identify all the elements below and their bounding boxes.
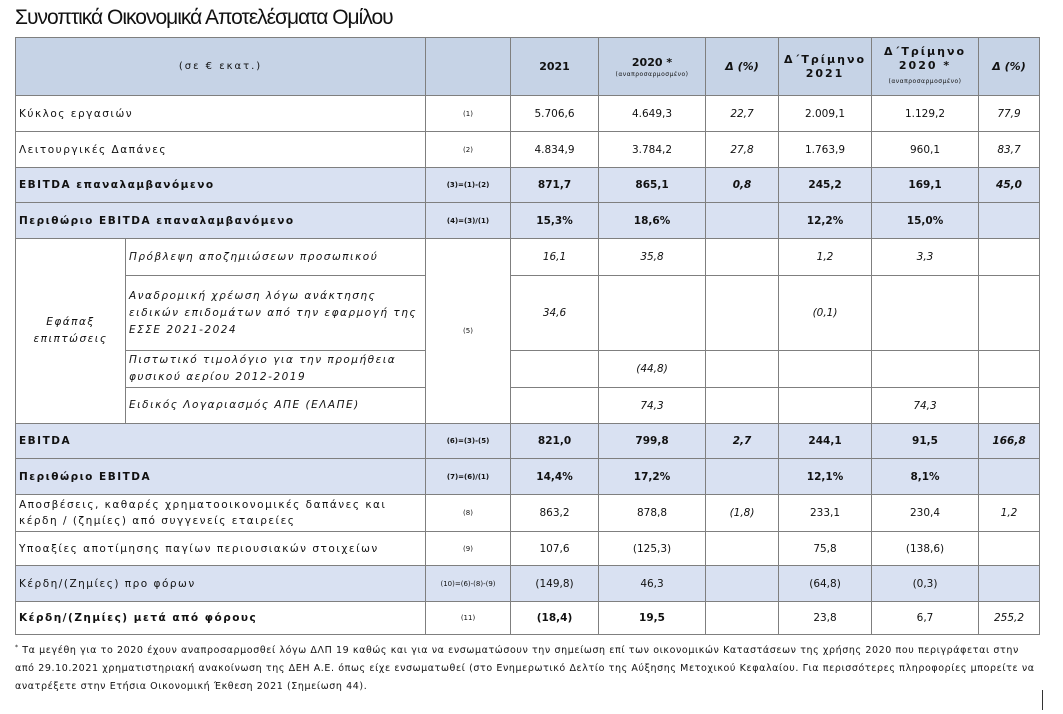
value-delta bbox=[706, 388, 779, 424]
row-label: Λειτουργικές Δαπάνες bbox=[16, 132, 426, 168]
value-2021: 15,3% bbox=[511, 203, 599, 239]
value-delta: 22,7 bbox=[706, 96, 779, 132]
note-header bbox=[426, 38, 511, 96]
value-q2021 bbox=[779, 351, 872, 388]
value-q2021: 233,1 bbox=[779, 495, 872, 532]
value-2020: 35,8 bbox=[599, 239, 706, 276]
row-label: Πρόβλεψη αποζημιώσεων προσωπικού bbox=[126, 239, 426, 276]
value-q2020: 15,0% bbox=[872, 203, 979, 239]
value-delta-q: 83,7 bbox=[979, 132, 1040, 168]
value-2021: (149,8) bbox=[511, 566, 599, 602]
table-row bbox=[16, 532, 1040, 566]
value-q2020: 169,1 bbox=[872, 168, 979, 203]
row-note: (10)=(6)-(8)-(9) bbox=[426, 566, 511, 602]
value-q2021: 23,8 bbox=[779, 602, 872, 635]
value-q2021: 12,2% bbox=[779, 203, 872, 239]
value-q2020: 74,3 bbox=[872, 388, 979, 424]
row-note: (5) bbox=[426, 239, 511, 424]
value-q2020: (0,3) bbox=[872, 566, 979, 602]
header-row bbox=[16, 38, 1040, 96]
value-2020: 3.784,2 bbox=[599, 132, 706, 168]
value-2020: 74,3 bbox=[599, 388, 706, 424]
value-2021: 863,2 bbox=[511, 495, 599, 532]
value-2020: 799,8 bbox=[599, 424, 706, 459]
table-row bbox=[16, 168, 1040, 203]
table-row bbox=[16, 424, 1040, 459]
row-note: (1) bbox=[426, 96, 511, 132]
oneoff-row bbox=[16, 239, 1040, 276]
value-2021: (18,4) bbox=[511, 602, 599, 635]
value-delta-q: 45,0 bbox=[979, 168, 1040, 203]
value-delta bbox=[706, 459, 779, 495]
row-note: (3)=(1)-(2) bbox=[426, 168, 511, 203]
row-note: (6)=(3)-(5) bbox=[426, 424, 511, 459]
footnote-text: Τα μεγέθη για το 2020 έχουν αναπροσαρμοσθεί λόγω ΔΛΠ 19 καθώς και για να ενσωματώσουν την σημείωση επί των οικονομικών Καταστάσεων της χρήσης 2020 που περιγράφεται στην από 29.10.2021 χρηματιστηριακή ανακοίνωση της ΔΕΗ Α.Ε. όπως είχε ενσωματωθεί (στο Ενημερωτικό Δελτίο της Αύξησης Μετοχικού Κεφαλαίου. Για περισσότερες πληροφορίες μπορείτε να ανατρέξετε στην Ετήσια Οικονομική Έκθεση 2021 (Σημείωση 44). bbox=[15, 645, 1035, 693]
value-delta bbox=[706, 276, 779, 351]
value-q2020: 8,1% bbox=[872, 459, 979, 495]
value-q2021: (0,1) bbox=[779, 276, 872, 351]
value-delta-q bbox=[979, 203, 1040, 239]
value-delta-q bbox=[979, 459, 1040, 495]
value-2020: (44,8) bbox=[599, 351, 706, 388]
oneoff-group-label: Εφάπαξ επιπτώσεις bbox=[16, 239, 126, 424]
value-2021: 821,0 bbox=[511, 424, 599, 459]
value-2021 bbox=[511, 351, 599, 388]
row-label: Κέρδη/(Ζημίες) προ φόρων bbox=[16, 566, 426, 602]
value-2020: 18,6% bbox=[599, 203, 706, 239]
value-2021 bbox=[511, 388, 599, 424]
value-q2020 bbox=[872, 351, 979, 388]
row-label: Αποσβέσεις, καθαρές χρηματοοικονομικές δαπάνες και κέρδη / (ζημίες) από συγγενείς εταιρείες bbox=[16, 495, 426, 532]
value-q2021: 2.009,1 bbox=[779, 96, 872, 132]
value-delta: 0,8 bbox=[706, 168, 779, 203]
value-q2020: 1.129,2 bbox=[872, 96, 979, 132]
value-q2020: 6,7 bbox=[872, 602, 979, 635]
value-delta-q bbox=[979, 532, 1040, 566]
value-delta bbox=[706, 602, 779, 635]
value-q2020: (138,6) bbox=[872, 532, 979, 566]
oneoff-row bbox=[16, 388, 1040, 424]
footnote bbox=[15, 639, 1035, 696]
value-delta-q bbox=[979, 388, 1040, 424]
value-2021: 871,7 bbox=[511, 168, 599, 203]
value-q2021: 244,1 bbox=[779, 424, 872, 459]
value-delta: 27,8 bbox=[706, 132, 779, 168]
row-label: Αναδρομική χρέωση λόγω ανάκτησης ειδικών επιδομάτων από την εφαρμογή της ΕΣΣΕ 2021-2024 bbox=[126, 276, 426, 351]
value-q2021: 12,1% bbox=[779, 459, 872, 495]
table-row bbox=[16, 203, 1040, 239]
value-q2021: 245,2 bbox=[779, 168, 872, 203]
value-2021: 14,4% bbox=[511, 459, 599, 495]
value-q2021 bbox=[779, 388, 872, 424]
value-2021: 5.706,6 bbox=[511, 96, 599, 132]
value-2020: 19,5 bbox=[599, 602, 706, 635]
value-delta-q bbox=[979, 239, 1040, 276]
value-2020: 878,8 bbox=[599, 495, 706, 532]
table-row bbox=[16, 495, 1040, 532]
financial-results-table bbox=[15, 37, 1040, 635]
row-label: Περιθώριο EBITDA bbox=[16, 459, 426, 495]
value-q2021: 1,2 bbox=[779, 239, 872, 276]
value-delta-q bbox=[979, 566, 1040, 602]
delta-q-header: Δ (%) bbox=[979, 38, 1040, 96]
value-q2020: 960,1 bbox=[872, 132, 979, 168]
value-2020: 4.649,3 bbox=[599, 96, 706, 132]
value-q2021: 1.763,9 bbox=[779, 132, 872, 168]
value-2020: (125,3) bbox=[599, 532, 706, 566]
col-2021-header: 2021 bbox=[511, 38, 599, 96]
value-2020: 46,3 bbox=[599, 566, 706, 602]
value-delta-q: 166,8 bbox=[979, 424, 1040, 459]
row-label: EBITDA bbox=[16, 424, 426, 459]
oneoff-row bbox=[16, 276, 1040, 351]
row-note: (8) bbox=[426, 495, 511, 532]
value-delta-q: 255,2 bbox=[979, 602, 1040, 635]
value-delta: 2,7 bbox=[706, 424, 779, 459]
row-label: Ειδικός Λογαριασμός ΑΠΕ (ΕΛΑΠΕ) bbox=[126, 388, 426, 424]
table-row bbox=[16, 132, 1040, 168]
table-row bbox=[16, 459, 1040, 495]
row-note: (11) bbox=[426, 602, 511, 635]
unit-header: (σε € εκατ.) bbox=[16, 38, 426, 96]
value-delta-q bbox=[979, 351, 1040, 388]
value-2020: 17,2% bbox=[599, 459, 706, 495]
value-2020 bbox=[599, 276, 706, 351]
table-row bbox=[16, 602, 1040, 635]
value-delta bbox=[706, 203, 779, 239]
value-delta-q: 77,9 bbox=[979, 96, 1040, 132]
row-label: Υποαξίες αποτίμησης παγίων περιουσιακών στοιχείων bbox=[16, 532, 426, 566]
value-delta: (1,8) bbox=[706, 495, 779, 532]
row-label: Πιστωτικό τιμολόγιο για την προμήθεια φυσικού αερίου 2012-2019 bbox=[126, 351, 426, 388]
page-title: Συνοπτικά Οικονομικά Αποτελέσματα Ομίλου bbox=[15, 6, 393, 29]
table-row bbox=[16, 96, 1040, 132]
row-label: Κύκλος εργασιών bbox=[16, 96, 426, 132]
value-2021: 4.834,9 bbox=[511, 132, 599, 168]
col-2020-header: 2020 * (αναπροσαρμοσμένο) bbox=[599, 38, 706, 96]
value-q2020: 230,4 bbox=[872, 495, 979, 532]
row-note: (4)=(3)/(1) bbox=[426, 203, 511, 239]
value-2021: 107,6 bbox=[511, 532, 599, 566]
oneoff-row bbox=[16, 351, 1040, 388]
page-edge-mark bbox=[1042, 690, 1043, 710]
footnote-marker: * bbox=[15, 644, 19, 651]
value-delta-q: 1,2 bbox=[979, 495, 1040, 532]
value-q2020 bbox=[872, 276, 979, 351]
value-delta bbox=[706, 566, 779, 602]
row-label: EBITDA επαναλαμβανόμενο bbox=[16, 168, 426, 203]
delta-header: Δ (%) bbox=[706, 38, 779, 96]
row-note: (7)=(6)/(1) bbox=[426, 459, 511, 495]
row-label: Κέρδη/(Ζημίες) μετά από φόρους bbox=[16, 602, 426, 635]
value-q2021: 75,8 bbox=[779, 532, 872, 566]
value-q2021: (64,8) bbox=[779, 566, 872, 602]
value-2021: 34,6 bbox=[511, 276, 599, 351]
value-delta bbox=[706, 239, 779, 276]
row-label: Περιθώριο EBITDA επαναλαμβανόμενο bbox=[16, 203, 426, 239]
value-2020: 865,1 bbox=[599, 168, 706, 203]
table-row bbox=[16, 566, 1040, 602]
q4-2020-header: Δ΄Τρίμηνο 2020 * (αναπροσαρμοσμένο) bbox=[872, 38, 979, 96]
value-delta bbox=[706, 532, 779, 566]
value-2021: 16,1 bbox=[511, 239, 599, 276]
q4-2021-header: Δ΄Τρίμηνο 2021 bbox=[779, 38, 872, 96]
value-delta bbox=[706, 351, 779, 388]
value-delta-q bbox=[979, 276, 1040, 351]
row-note: (9) bbox=[426, 532, 511, 566]
value-q2020: 91,5 bbox=[872, 424, 979, 459]
value-q2020: 3,3 bbox=[872, 239, 979, 276]
row-note: (2) bbox=[426, 132, 511, 168]
